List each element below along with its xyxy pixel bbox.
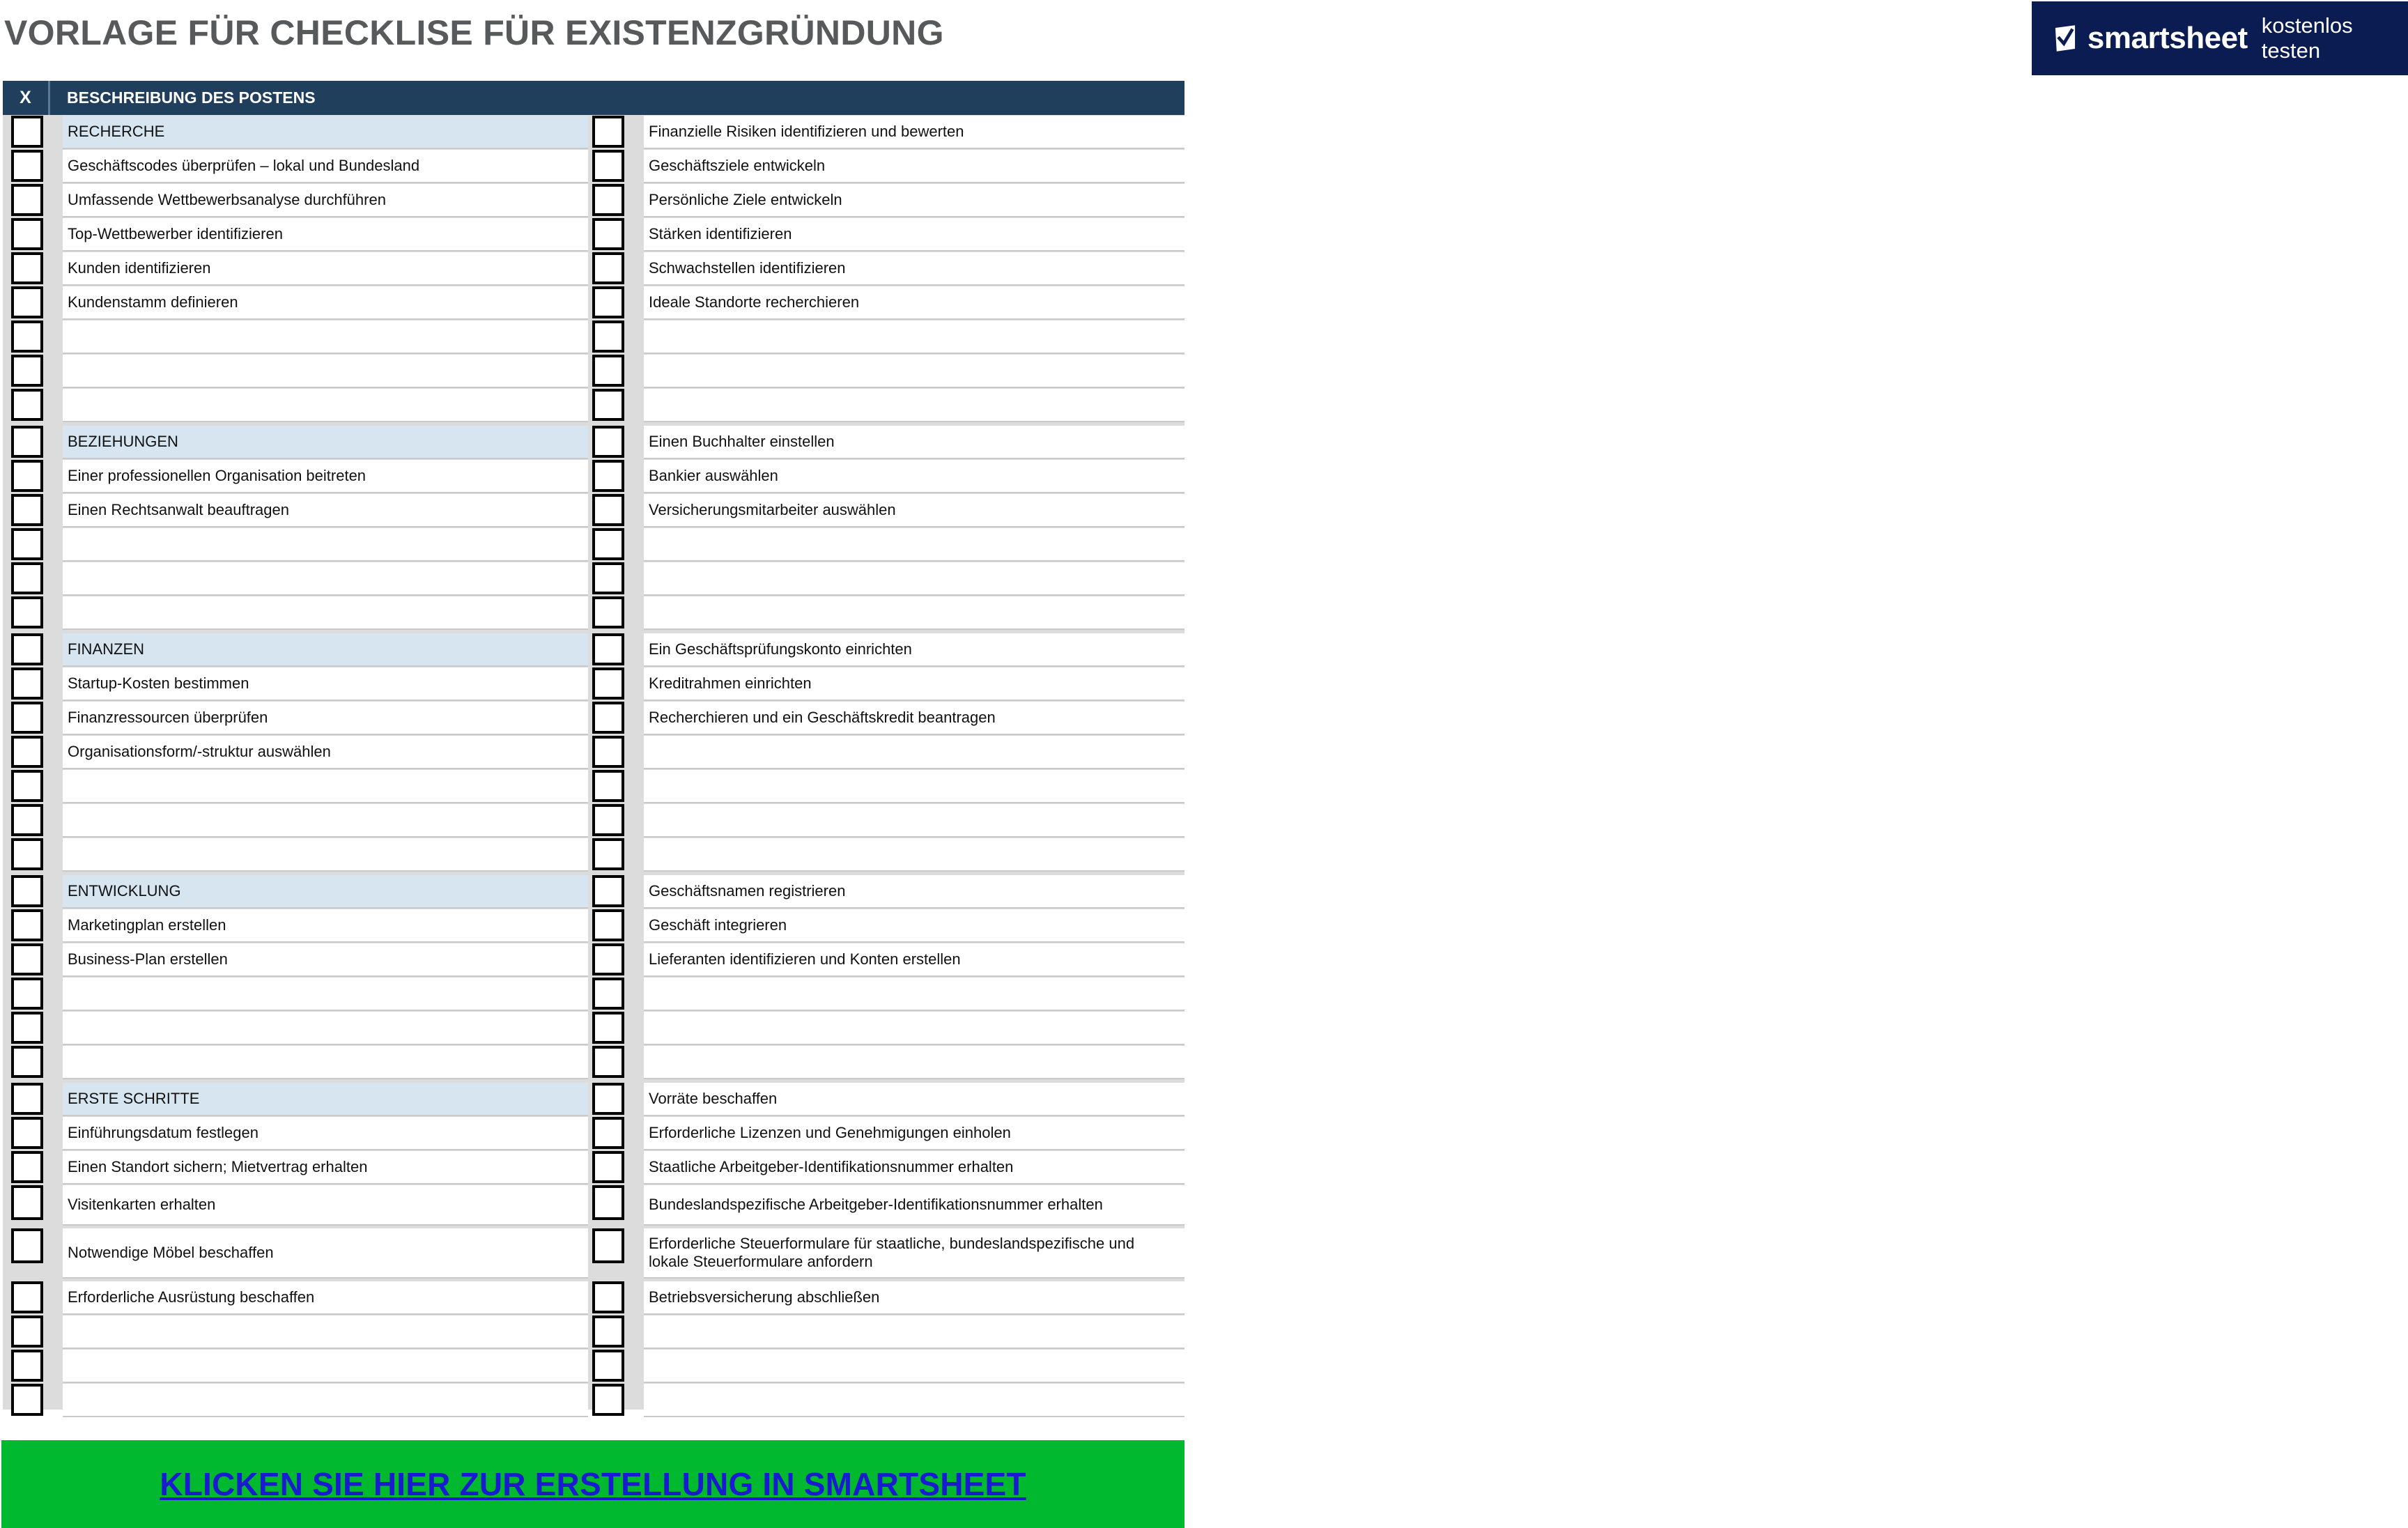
table-row [3, 804, 1184, 838]
item-cell-left [63, 1117, 588, 1150]
item-cell-left [63, 562, 588, 596]
item-cell-right [644, 838, 1184, 872]
table-row [3, 218, 1184, 252]
checkbox-left[interactable] [11, 528, 43, 560]
table-row [3, 562, 1184, 596]
item-cell-left [63, 389, 588, 422]
checkbox-right[interactable] [592, 909, 624, 941]
table-header [3, 81, 1184, 115]
section-label: BEZIEHUNGEN [68, 433, 178, 450]
checkbox-left[interactable] [11, 1012, 43, 1044]
item-label: Notwendige Möbel beschaffen [68, 1244, 274, 1261]
item-label: Bankier auswählen [649, 467, 778, 484]
item-cell-right [644, 804, 1184, 838]
header-checkbox-column: X [3, 81, 50, 115]
checkbox-left[interactable] [11, 460, 43, 492]
table-row [3, 1315, 1184, 1349]
checkbox-left[interactable] [11, 184, 43, 216]
item-label: Top-Wettbewerber identifizieren [68, 225, 283, 242]
item-cell-right [644, 321, 1184, 354]
item-label: Organisationsform/-struktur auswählen [68, 743, 331, 760]
item-cell-left [63, 1281, 588, 1315]
checkbox-right[interactable] [592, 1151, 624, 1183]
item-cell-left [63, 321, 588, 354]
item-label: Ein Geschäftsprüfungskonto einrichten [649, 640, 912, 658]
item-cell-left [63, 909, 588, 943]
table-row [3, 943, 1184, 977]
item-label: Einer professionellen Organisation beitreten [68, 467, 366, 484]
item-label: Marketingplan erstellen [68, 916, 226, 934]
item-label: Geschäftsziele entwickeln [649, 157, 826, 174]
item-cell-left [63, 1384, 588, 1417]
table-row [3, 736, 1184, 769]
page-title: VORLAGE FÜR CHECKLISE FÜR EXISTENZGRÜNDUNG [4, 13, 944, 52]
checkbox-left[interactable] [11, 875, 43, 907]
create-in-smartsheet-banner[interactable] [1, 1440, 1184, 1528]
item-cell-left [63, 286, 588, 320]
item-cell-left [63, 1185, 588, 1226]
checkbox-right[interactable] [592, 702, 624, 734]
item-cell-left [63, 804, 588, 838]
table-row [3, 633, 1184, 667]
item-cell-left [63, 770, 588, 803]
item-label: Kundenstamm definieren [68, 293, 238, 311]
table-row [3, 702, 1184, 735]
item-label: Bundeslandspezifische Arbeitgeber-Identifikationsnummer erhalten [649, 1196, 1103, 1213]
item-label: Kunden identifizieren [68, 259, 211, 277]
item-label: Recherchieren und ein Geschäftskredit beantragen [649, 709, 996, 726]
item-label: Einen Buchhalter einstellen [649, 433, 835, 450]
item-cell-left [63, 150, 588, 183]
item-cell-right [644, 736, 1184, 769]
table-row [3, 528, 1184, 562]
item-cell-right [644, 1315, 1184, 1349]
item-cell-left [63, 596, 588, 630]
table-row [3, 1046, 1184, 1079]
item-cell-left [63, 426, 588, 459]
item-cell-left [63, 1012, 588, 1045]
item-cell-left [63, 494, 588, 527]
item-cell-left [63, 667, 588, 701]
item-cell-right [644, 1185, 1184, 1226]
checkbox-left[interactable] [11, 1384, 43, 1416]
checkbox-right[interactable] [592, 562, 624, 594]
checkbox-left[interactable] [11, 494, 43, 526]
checkbox-left[interactable] [11, 1185, 43, 1220]
checkbox-left[interactable] [11, 702, 43, 734]
checkbox-left[interactable] [11, 355, 43, 387]
item-cell-right [644, 355, 1184, 388]
table-row [3, 389, 1184, 422]
item-cell-left [63, 252, 588, 286]
checkbox-right[interactable] [592, 1228, 624, 1263]
checkbox-left[interactable] [11, 252, 43, 284]
item-cell-right [644, 1046, 1184, 1079]
item-cell-right [644, 978, 1184, 1011]
item-cell-left [63, 1151, 588, 1184]
table-row [3, 978, 1184, 1011]
table-row [3, 1281, 1184, 1315]
item-cell-right [644, 1384, 1184, 1417]
table-row [3, 321, 1184, 354]
checkbox-right[interactable] [592, 978, 624, 1010]
item-label: Geschäftsnamen registrieren [649, 882, 846, 900]
table-row [3, 355, 1184, 388]
checkbox-right[interactable] [592, 1281, 624, 1313]
table-row [3, 596, 1184, 630]
checkbox-left[interactable] [11, 667, 43, 700]
checkbox-right[interactable] [592, 1315, 624, 1348]
checkbox-left[interactable] [11, 943, 43, 975]
checkbox-right[interactable] [592, 596, 624, 628]
item-cell-left [63, 116, 588, 149]
checkbox-left[interactable] [11, 1281, 43, 1313]
item-label: Einen Rechtsanwalt beauftragen [68, 501, 289, 518]
table-row [3, 1083, 1184, 1116]
item-label: Kreditrahmen einrichten [649, 674, 812, 692]
item-label: Lieferanten identifizieren und Konten erstellen [649, 950, 961, 968]
item-cell-left [63, 875, 588, 909]
item-cell-right [644, 1281, 1184, 1315]
smartsheet-check-icon [2054, 24, 2076, 52]
item-cell-right [644, 1012, 1184, 1045]
item-cell-left [63, 943, 588, 977]
item-cell-right [644, 116, 1184, 149]
checkbox-left[interactable] [11, 1228, 43, 1263]
section-label: FINANZEN [68, 640, 144, 658]
item-cell-left [63, 702, 588, 735]
item-cell-right [644, 702, 1184, 735]
item-label: Erforderliche Steuerformulare für staatliche, bundeslandspezifische und lokale Steuerformulare anfordern [649, 1235, 1135, 1270]
checkbox-right[interactable] [592, 252, 624, 284]
item-label: Staatliche Arbeitgeber-Identifikationsnummer erhalten [649, 1158, 1014, 1175]
item-cell-right [644, 252, 1184, 286]
table-row [3, 838, 1184, 872]
section-label: ENTWICKLUNG [68, 882, 181, 900]
item-label: Versicherungsmitarbeiter auswählen [649, 501, 896, 518]
checkbox-left[interactable] [11, 804, 43, 836]
table-row [3, 426, 1184, 459]
checkbox-right[interactable] [592, 1185, 624, 1220]
table-row [3, 667, 1184, 701]
checkbox-left[interactable] [11, 1315, 43, 1348]
table-row [3, 875, 1184, 909]
item-cell-right [644, 633, 1184, 667]
checkbox-left[interactable] [11, 1151, 43, 1183]
item-cell-right [644, 1350, 1184, 1383]
table-row [3, 1012, 1184, 1045]
section-label: ERSTE SCHRITTE [68, 1090, 200, 1107]
table-row [3, 909, 1184, 943]
table-row [3, 116, 1184, 149]
checkbox-right[interactable] [592, 1083, 624, 1115]
item-label: Visitenkarten erhalten [68, 1196, 216, 1213]
header-description: BESCHREIBUNG DES POSTENS [67, 88, 316, 107]
item-cell-right [644, 494, 1184, 527]
table-row [3, 770, 1184, 803]
checkbox-left[interactable] [11, 150, 43, 182]
item-cell-left [63, 1315, 588, 1349]
item-label: Schwachstellen identifizieren [649, 259, 846, 277]
item-cell-right [644, 1117, 1184, 1150]
checkbox-right[interactable] [592, 184, 624, 216]
item-cell-left [63, 218, 588, 252]
checkbox-left[interactable] [11, 321, 43, 353]
item-cell-right [644, 1228, 1184, 1279]
item-cell-right [644, 943, 1184, 977]
item-cell-right [644, 389, 1184, 422]
checkbox-left[interactable] [11, 426, 43, 458]
item-cell-right [644, 909, 1184, 943]
item-cell-right [644, 426, 1184, 459]
item-label: Geschäftscodes überprüfen – lokal und Bundesland [68, 157, 420, 174]
item-cell-right [644, 562, 1184, 596]
checkbox-right[interactable] [592, 875, 624, 907]
checkbox-right[interactable] [592, 528, 624, 560]
item-cell-right [644, 1151, 1184, 1184]
create-in-smartsheet-link[interactable]: KLICKEN SIE HIER ZUR ERSTELLUNG IN SMARTSHEET [160, 1466, 1026, 1502]
item-label: Business-Plan erstellen [68, 950, 228, 968]
item-cell-right [644, 184, 1184, 217]
checkbox-right[interactable] [592, 804, 624, 836]
item-label: Umfassende Wettbewerbsanalyse durchführen [68, 191, 386, 208]
item-label: Einführungsdatum festlegen [68, 1124, 258, 1141]
item-label: Einen Standort sichern; Mietvertrag erhalten [68, 1158, 368, 1175]
item-cell-left [63, 1228, 588, 1279]
checkbox-right[interactable] [592, 460, 624, 492]
item-cell-right [644, 286, 1184, 320]
item-cell-left [63, 355, 588, 388]
item-cell-left [63, 460, 588, 493]
checkbox-right[interactable] [592, 633, 624, 665]
checkbox-left[interactable] [11, 562, 43, 594]
table-row [3, 460, 1184, 493]
checklist-table [3, 81, 1184, 1410]
checkbox-right[interactable] [592, 1350, 624, 1382]
checkbox-right[interactable] [592, 1012, 624, 1044]
checkbox-left[interactable] [11, 218, 43, 250]
checkbox-left[interactable] [11, 1046, 43, 1078]
checkbox-right[interactable] [592, 494, 624, 526]
table-row [3, 494, 1184, 527]
smartsheet-logo-button[interactable] [2032, 1, 2408, 75]
item-label: Startup-Kosten bestimmen [68, 674, 249, 692]
checkbox-right[interactable] [592, 389, 624, 421]
checkbox-right[interactable] [592, 286, 624, 318]
logo-brand-text: smartsheet [2087, 21, 2248, 55]
item-cell-left [63, 1046, 588, 1079]
checkbox-left[interactable] [11, 633, 43, 665]
checkbox-left[interactable] [11, 286, 43, 318]
item-cell-left [63, 1350, 588, 1383]
checkbox-left[interactable] [11, 1117, 43, 1149]
checkbox-right[interactable] [592, 667, 624, 700]
item-cell-left [63, 633, 588, 667]
item-cell-right [644, 218, 1184, 252]
logo-cta-text: kostenlos testen [2261, 13, 2353, 63]
item-cell-left [63, 528, 588, 562]
table-row [3, 1350, 1184, 1383]
section-label: RECHERCHE [68, 123, 165, 140]
item-cell-left [63, 1083, 588, 1116]
table-row [3, 252, 1184, 286]
checkbox-left[interactable] [11, 596, 43, 628]
checkbox-left[interactable] [11, 1350, 43, 1382]
item-cell-right [644, 150, 1184, 183]
item-cell-right [644, 596, 1184, 630]
checkbox-right[interactable] [592, 426, 624, 458]
checkbox-left[interactable] [11, 736, 43, 768]
checkbox-right[interactable] [592, 943, 624, 975]
item-label: Ideale Standorte recherchieren [649, 293, 860, 311]
checkbox-right[interactable] [592, 1384, 624, 1416]
checkbox-right[interactable] [592, 321, 624, 353]
item-label: Vorräte beschaffen [649, 1090, 778, 1107]
item-label: Finanzielle Risiken identifizieren und bewerten [649, 123, 964, 140]
checkbox-right[interactable] [592, 150, 624, 182]
checkbox-right[interactable] [592, 218, 624, 250]
item-cell-right [644, 667, 1184, 701]
item-label: Geschäft integrieren [649, 916, 787, 934]
table-row [3, 150, 1184, 183]
checkbox-left[interactable] [11, 770, 43, 802]
item-label: Stärken identifizieren [649, 225, 792, 242]
checkbox-right[interactable] [592, 355, 624, 387]
item-cell-right [644, 460, 1184, 493]
item-cell-right [644, 1083, 1184, 1116]
checkbox-left[interactable] [11, 389, 43, 421]
item-cell-left [63, 978, 588, 1011]
table-row [3, 1228, 1184, 1279]
table-row [3, 1117, 1184, 1150]
item-cell-left [63, 736, 588, 769]
checkbox-left[interactable] [11, 978, 43, 1010]
item-label: Finanzressourcen überprüfen [68, 709, 268, 726]
table-row [3, 1151, 1184, 1184]
checkbox-left[interactable] [11, 838, 43, 870]
checkbox-right[interactable] [592, 1046, 624, 1078]
item-cell-left [63, 184, 588, 217]
item-label: Erforderliche Ausrüstung beschaffen [68, 1288, 315, 1306]
item-cell-right [644, 875, 1184, 909]
item-cell-right [644, 528, 1184, 562]
checkbox-right[interactable] [592, 838, 624, 870]
checkbox-left[interactable] [11, 1083, 43, 1115]
table-row [3, 1185, 1184, 1226]
table-row [3, 286, 1184, 320]
item-label: Betriebsversicherung abschließen [649, 1288, 880, 1306]
checkbox-right[interactable] [592, 770, 624, 802]
table-row [3, 184, 1184, 217]
checkbox-right[interactable] [592, 116, 624, 148]
item-label: Erforderliche Lizenzen und Genehmigungen einholen [649, 1124, 1011, 1141]
checkbox-right[interactable] [592, 1117, 624, 1149]
checkbox-left[interactable] [11, 116, 43, 148]
item-label: Persönliche Ziele entwickeln [649, 191, 842, 208]
table-row [3, 1384, 1184, 1417]
item-cell-right [644, 770, 1184, 803]
checkbox-left[interactable] [11, 909, 43, 941]
checkbox-right[interactable] [592, 736, 624, 768]
item-cell-left [63, 838, 588, 872]
